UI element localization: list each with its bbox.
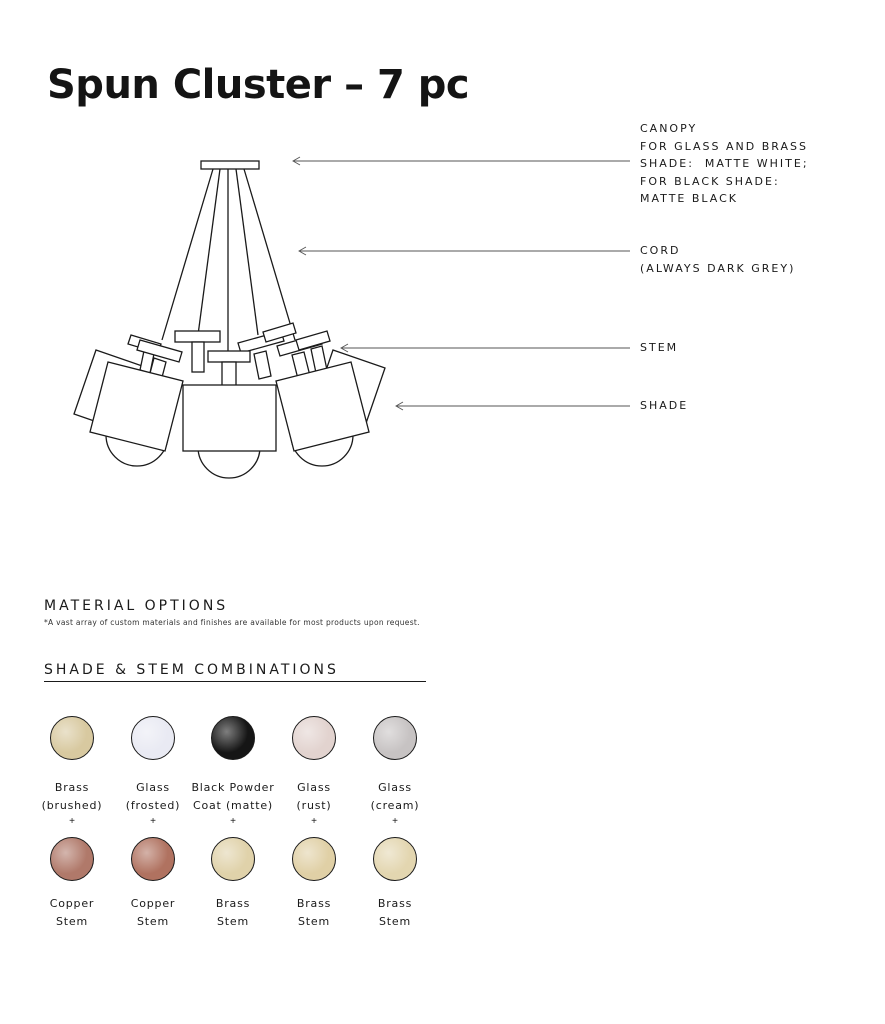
stem-label (27, 895, 117, 930)
heading-divider (44, 681, 426, 682)
stem-label (108, 895, 198, 930)
label-line: Glass (297, 781, 331, 794)
shade-label (269, 779, 359, 814)
cord-callout (640, 242, 795, 277)
label-line: Stem (298, 914, 330, 928)
callout-line: (ALWAYS DARK GREY) (640, 261, 796, 275)
label-line: Stem (379, 914, 411, 928)
glass-cream-swatch (373, 716, 417, 760)
callout-line: FOR BLACK SHADE: (640, 174, 780, 188)
callout-line: CANOPY (640, 122, 698, 135)
label-line: Coat (matte) (193, 798, 273, 812)
callout-line: SHADE: MATTE WHITE; (640, 157, 809, 170)
glass-rust-swatch (292, 716, 336, 760)
plus-sign: + (150, 816, 156, 827)
black-powder-swatch (211, 716, 255, 760)
callout-line: MATTE BLACK (640, 192, 739, 205)
stem-label (269, 895, 359, 930)
canopy-shape (201, 161, 259, 169)
label-line: Brass (215, 897, 251, 910)
stem-label (188, 895, 278, 930)
label-line: Brass (54, 781, 90, 794)
label-line: (frosted) (125, 798, 181, 812)
glass-frosted-swatch (131, 716, 175, 760)
label-line: Copper (49, 897, 95, 910)
label-line: (rust) (296, 798, 332, 812)
shade-label (27, 779, 117, 814)
label-line: Brass (296, 897, 332, 910)
stem-callout (640, 339, 678, 357)
plus-sign: + (392, 816, 398, 827)
copper-stem-swatch (131, 837, 175, 881)
shade-label (183, 779, 283, 814)
plus-sign: + (230, 816, 236, 827)
callout-line: CORD (640, 244, 681, 257)
label-line: Stem (56, 914, 88, 928)
callout-line: STEM (640, 341, 679, 354)
brass-brushed-swatch (50, 716, 94, 760)
combinations-heading: SHADE & STEM COMBINATIONS (44, 662, 339, 678)
label-line: Stem (217, 914, 249, 928)
shade-callout (640, 397, 688, 415)
label-line: Black Powder (191, 781, 275, 794)
callout-line: FOR GLASS AND BRASS (640, 139, 808, 153)
brass-stem-swatch (292, 837, 336, 881)
canopy-callout (640, 120, 809, 208)
stem-label (350, 895, 440, 930)
label-line: (cream) (370, 798, 420, 812)
label-line: (brushed) (41, 798, 103, 812)
callout-line: SHADE (640, 399, 689, 412)
custom-materials-note: *A vast array of custom materials and finishes are available for most products upon request. (44, 618, 420, 627)
label-line: Copper (130, 897, 176, 910)
cords (162, 169, 295, 352)
brass-stem-swatch (211, 837, 255, 881)
shade-label (350, 779, 440, 814)
label-line: Stem (137, 914, 169, 928)
label-line: Brass (377, 897, 413, 910)
plus-sign: + (69, 816, 75, 827)
label-line: Glass (136, 781, 170, 794)
copper-stem-swatch (50, 837, 94, 881)
plus-sign: + (311, 816, 317, 827)
material-options-heading: MATERIAL OPTIONS (44, 598, 229, 614)
brass-stem-swatch (373, 837, 417, 881)
page-title: Spun Cluster – 7 pc (47, 62, 470, 108)
label-line: Glass (378, 781, 412, 794)
